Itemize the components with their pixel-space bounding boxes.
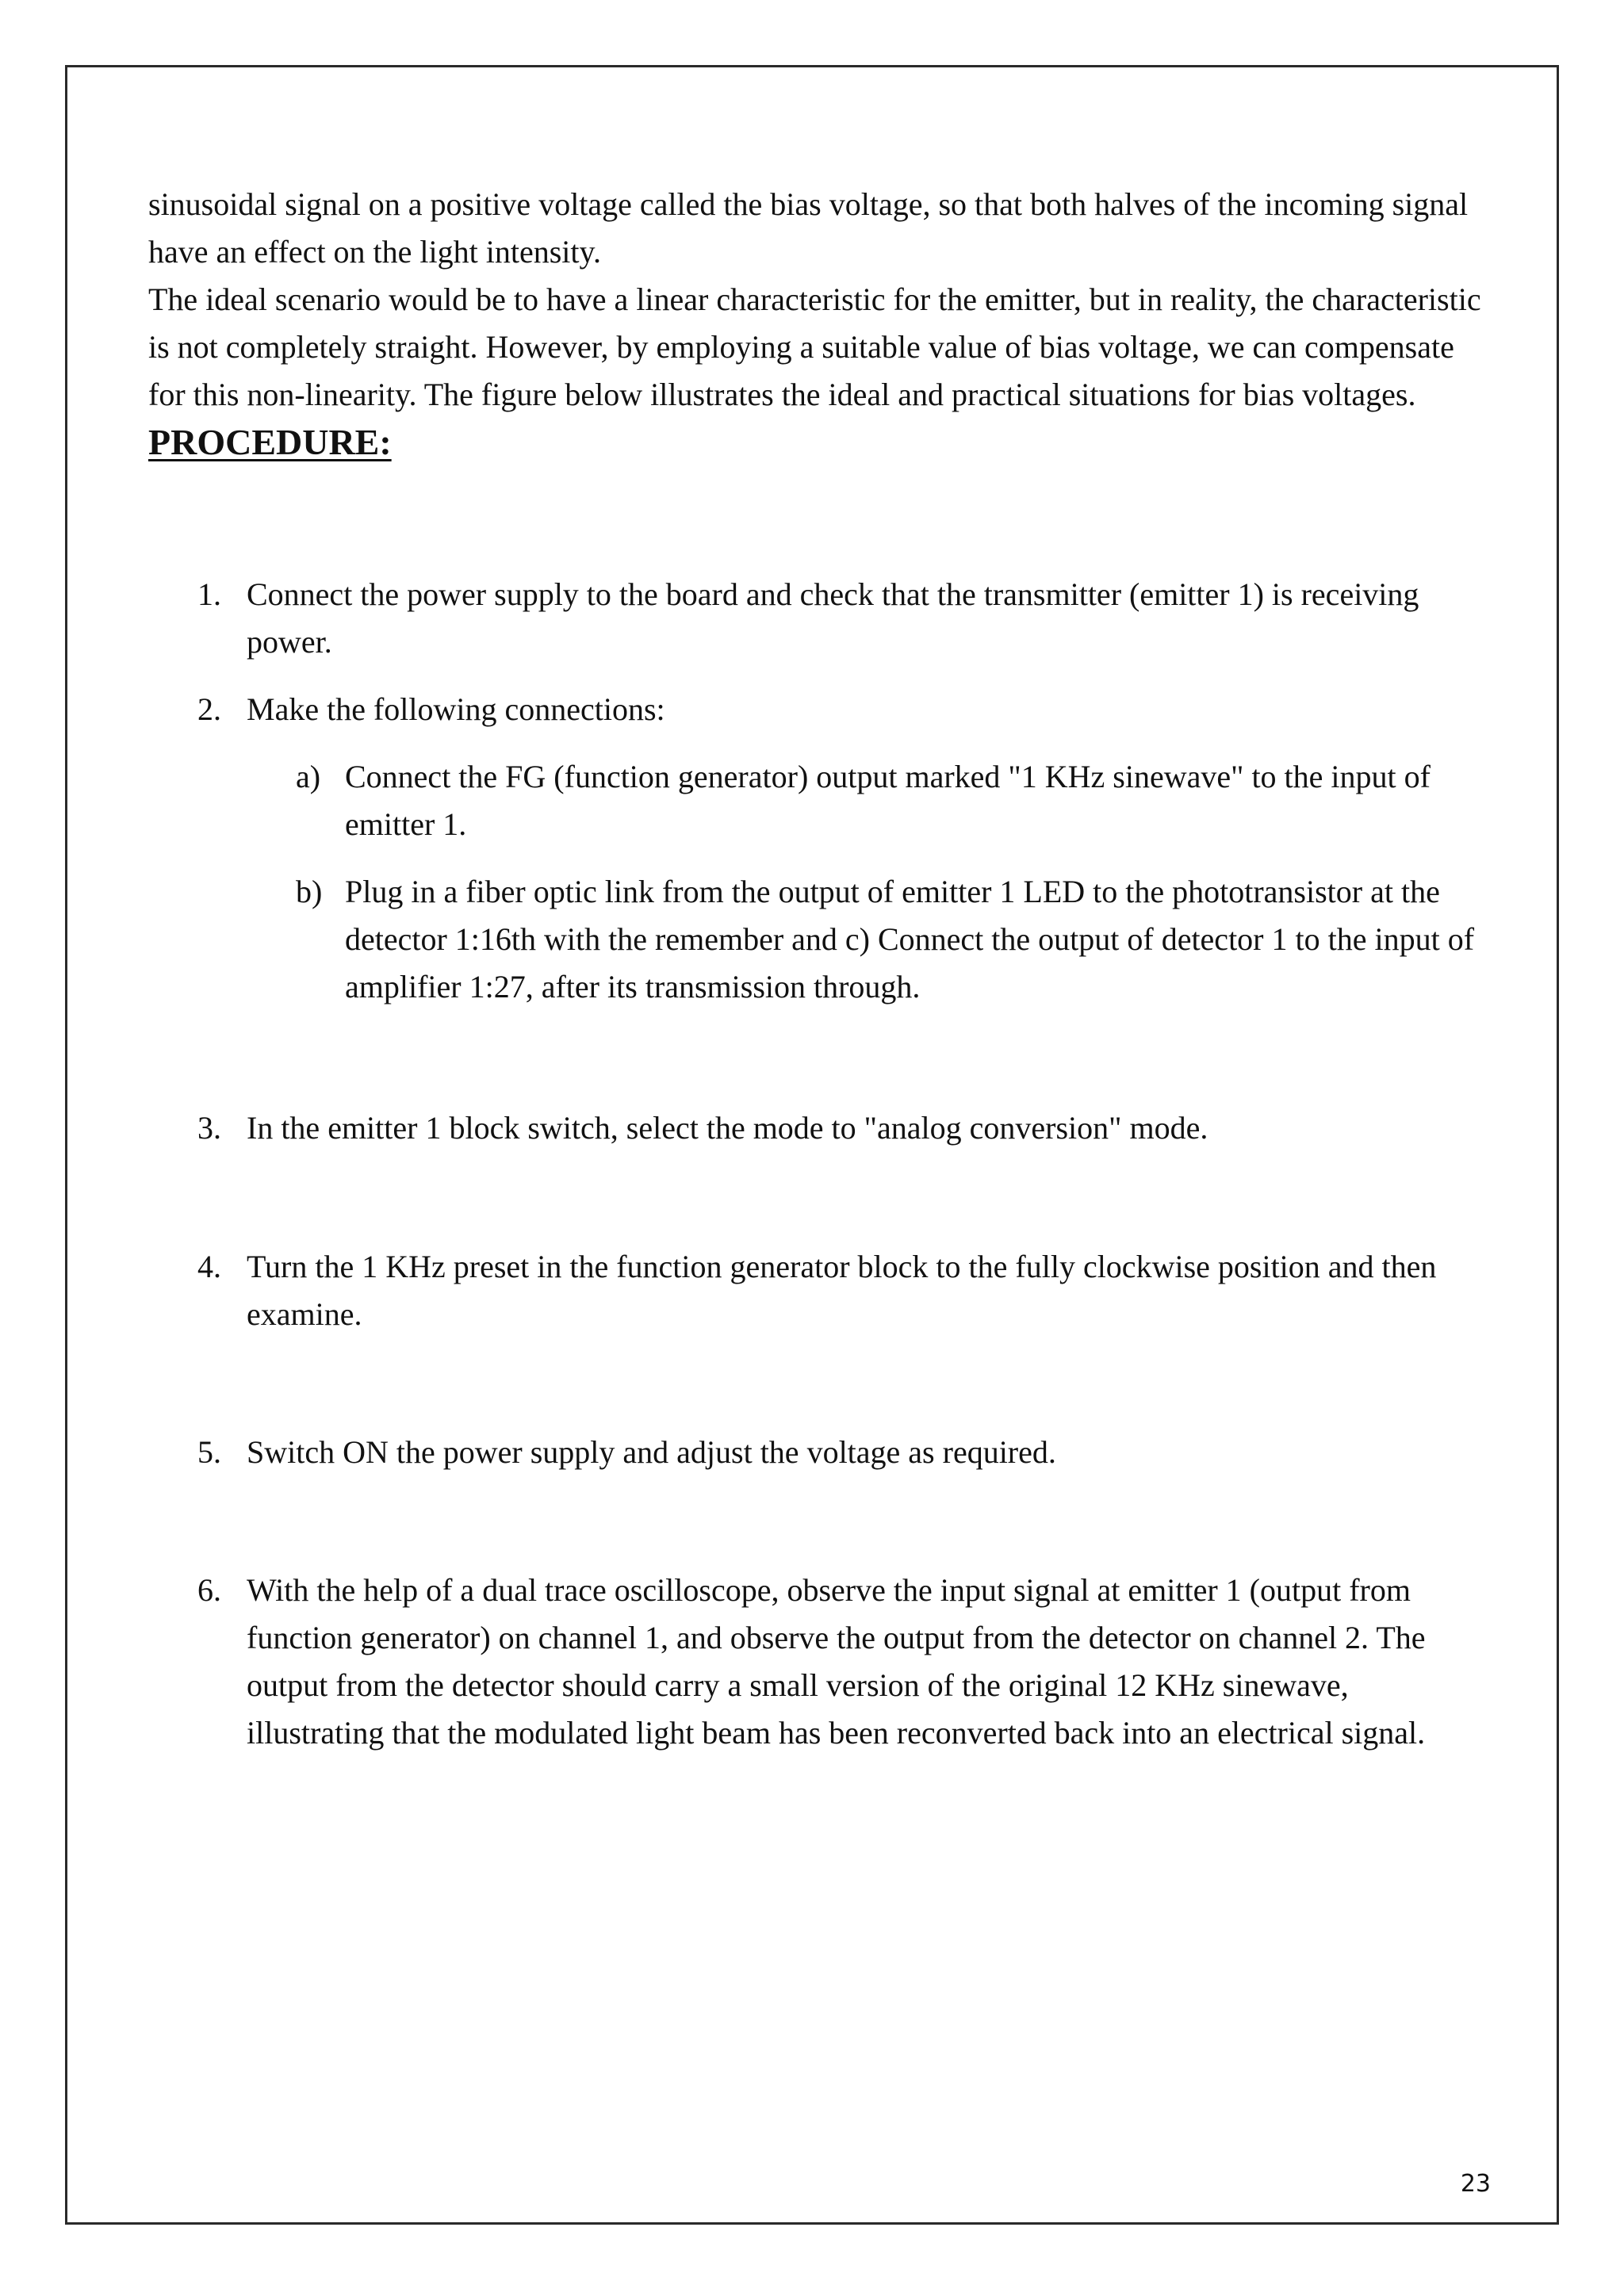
connection-substep xyxy=(247,753,1488,848)
step-number: 5. xyxy=(197,1434,221,1470)
step-number: 3. xyxy=(197,1110,221,1146)
connection-substeps xyxy=(247,753,1488,1011)
procedure-step xyxy=(148,1429,1488,1476)
procedure-step xyxy=(148,1243,1488,1338)
step-text: Switch ON the power supply and adjust the voltage as required. xyxy=(247,1434,1056,1470)
substep-text: Connect the FG (function generator) output marked "1 KHz sinewave" to the input of emitter 1. xyxy=(345,759,1431,842)
procedure-step xyxy=(148,686,1488,1011)
procedure-steps xyxy=(148,571,1488,1757)
procedure-step xyxy=(148,1104,1488,1152)
page-number: 23 xyxy=(1460,2170,1491,2198)
step-text: With the help of a dual trace oscilloscope, observe the input signal at emitter 1 (output from function generator) on channel 1, and observe the output from the detector on channel 2. The output from the detector should carry a small version of the original 12 KHz sinewave, illustrating that the modulated light beam has been reconverted back into an electrical signal. xyxy=(247,1572,1426,1751)
substep-letter: a) xyxy=(296,759,321,794)
step-number: 6. xyxy=(197,1572,221,1608)
step-number: 1. xyxy=(197,576,221,612)
procedure-heading: PROCEDURE: xyxy=(148,422,392,462)
procedure-step xyxy=(148,571,1488,666)
step-text: Make the following connections: xyxy=(247,691,665,727)
step-number: 4. xyxy=(197,1249,221,1284)
substep-letter: b) xyxy=(296,874,323,909)
procedure-step xyxy=(148,1567,1488,1757)
step-text: Connect the power supply to the board and check that the transmitter (emitter 1) is receiving power. xyxy=(247,576,1419,660)
bias-voltage-paragraph: The ideal scenario would be to have a linear characteristic for the emitter, but in reality, the characteristic is not completely straight. However, by employing a suitable value of bias voltage, we can compensate for this non-linearity. The figure below illustrates the ideal and practical situations for bias voltages. xyxy=(148,281,1481,412)
step-number: 2. xyxy=(197,691,221,727)
step-text: Turn the 1 KHz preset in the function generator block to the fully clockwise position and then examine. xyxy=(247,1249,1437,1332)
substep-text: Plug in a fiber optic link from the output of emitter 1 LED to the phototransistor at the detector 1:16th with the remember and c) Connect the output of detector 1 to the input of amplifier 1:27, after its transmission through. xyxy=(345,874,1475,1004)
connection-substep xyxy=(247,868,1488,1011)
intro-paragraph-continuation: sinusoidal signal on a positive voltage called the bias voltage, so that both halves of the incoming signal have an effect on the light intensity. xyxy=(148,186,1469,270)
step-text: In the emitter 1 block switch, select the mode to "analog conversion" mode. xyxy=(247,1110,1208,1146)
page-content xyxy=(148,181,1488,1757)
